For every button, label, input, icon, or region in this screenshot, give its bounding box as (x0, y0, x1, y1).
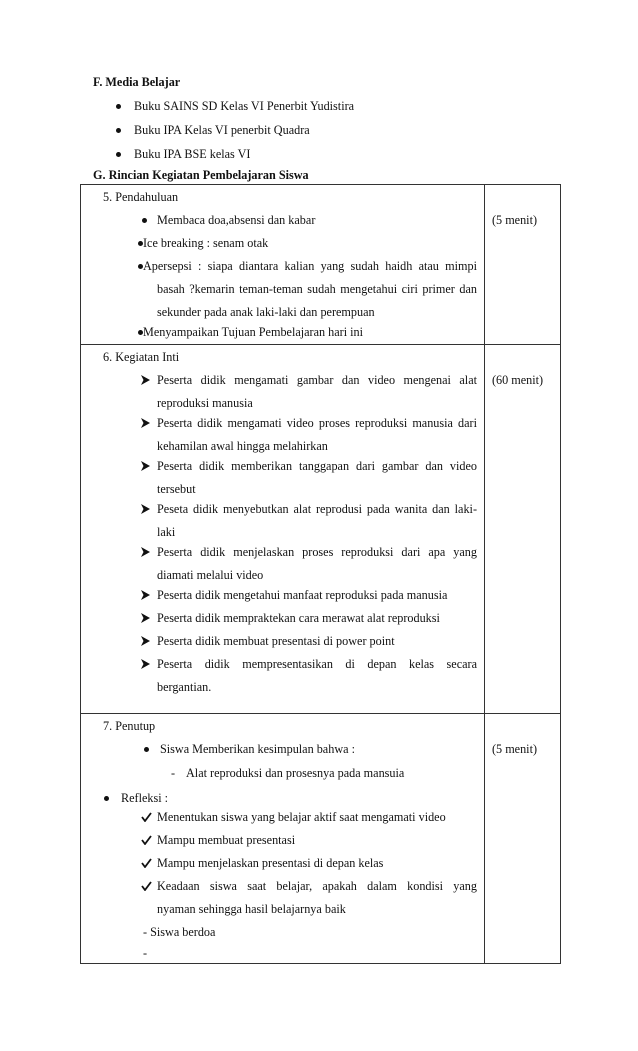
checkmark-icon (141, 881, 152, 891)
table-border-bottom (80, 963, 561, 964)
penutup-item: Siswa Memberikan kesimpulan bahwa : (160, 742, 355, 756)
penutup-subitem: Alat reproduksi dan prosesnya pada mansuia (186, 766, 405, 780)
checkmark-icon (141, 835, 152, 845)
arrowhead-bullet-icon (141, 504, 150, 514)
pendahuluan-item: Membaca doa,absensi dan kabar (157, 213, 316, 227)
checkmark-icon (141, 812, 152, 822)
bullet-icon (116, 152, 121, 157)
inti-item: Peserta didik mempresentasikan di depan kelas secara (157, 657, 477, 671)
bullet-icon (144, 747, 149, 752)
media-item: Buku IPA Kelas VI penerbit Quadra (134, 123, 310, 137)
time-penutup: (5 menit) (492, 742, 538, 756)
closing-item: - (143, 946, 148, 960)
pendahuluan-item-cont: sekunder pada anak laki-laki dan perempuan (157, 305, 375, 319)
row-title-penutup: 7. Penutup (103, 719, 156, 733)
bullet-icon (104, 796, 109, 801)
refleksi-item-cont: nyaman sehingga hasil belajarnya baik (157, 902, 346, 916)
refleksi-item: Mampu membuat presentasi (157, 833, 296, 847)
dash-marker: - (171, 766, 176, 780)
inti-item: Peserta didik mengamati gambar dan video mengenai alat (157, 373, 477, 387)
inti-item-cont: bergantian. (157, 680, 212, 694)
inti-item: Peserta didik memberikan tanggapan dari gambar dan video (157, 459, 477, 473)
inti-item-cont: kehamilan awal hingga melahirkan (157, 439, 328, 453)
time-inti: (60 menit) (492, 373, 544, 387)
table-border-left (80, 184, 81, 964)
table-border-top (80, 184, 561, 185)
arrowhead-bullet-icon (141, 375, 150, 385)
time-pendahuluan: (5 menit) (492, 213, 538, 227)
table-row-divider (80, 713, 561, 714)
table-row-divider (80, 344, 561, 345)
inti-item: Peserta didik mengamati video proses reproduksi manusia dari (157, 416, 477, 430)
pendahuluan-item-cont: basah ?kemarin teman-teman sudah mengetahui ciri primer dan (157, 282, 477, 296)
pendahuluan-item: Ice breaking : senam otak (143, 236, 269, 250)
inti-item-cont: reproduksi manusia (157, 396, 253, 410)
refleksi-item: Mampu menjelaskan presentasi di depan kelas (157, 856, 384, 870)
pendahuluan-item: Menyampaikan Tujuan Pembelajaran hari ini (143, 325, 364, 339)
inti-item: Peserta didik mengetahui manfaat reproduksi pada manusia (157, 588, 448, 602)
checkmark-icon (141, 858, 152, 868)
inti-item-cont: diamati melalui video (157, 568, 264, 582)
row-title-inti: 6. Kegiatan Inti (103, 350, 180, 364)
arrowhead-bullet-icon (141, 590, 150, 600)
row-title-pendahuluan: 5. Pendahuluan (103, 190, 179, 204)
arrowhead-bullet-icon (141, 613, 150, 623)
arrowhead-bullet-icon (141, 461, 150, 471)
bullet-icon (116, 104, 121, 109)
table-column-divider (484, 184, 485, 964)
refleksi-item: Menentukan siswa yang belajar aktif saat mengamati video (157, 810, 446, 824)
inti-item-cont: tersebut (157, 482, 196, 496)
section-g-heading: G. Rincian Kegiatan Pembelajaran Siswa (93, 168, 309, 182)
arrowhead-bullet-icon (141, 659, 150, 669)
pendahuluan-item: Apersepsi : siapa diantara kalian yang sudah haidh atau mimpi (143, 259, 477, 273)
closing-item: - Siswa berdoa (143, 925, 216, 939)
bullet-icon (142, 218, 147, 223)
inti-item: Peserta didik mempraktekan cara merawat alat reproduksi (157, 611, 440, 625)
refleksi-item: Keadaan siswa saat belajar, apakah dalam kondisi yang (157, 879, 477, 893)
media-item: Buku SAINS SD Kelas VI Penerbit Yudistira (134, 99, 355, 113)
inti-item: Peseta didik menyebutkan alat reprodusi pada wanita dan laki- (157, 502, 477, 516)
bullet-icon (116, 128, 121, 133)
table-border-right (560, 184, 561, 964)
inti-item: Peserta didik membuat presentasi di power point (157, 634, 395, 648)
arrowhead-bullet-icon (141, 418, 150, 428)
arrowhead-bullet-icon (141, 547, 150, 557)
inti-item: Peserta didik menjelaskan proses reproduksi dari apa yang (157, 545, 477, 559)
arrowhead-bullet-icon (141, 636, 150, 646)
inti-item-cont: laki (157, 525, 176, 539)
section-f-heading: F. Media Belajar (93, 75, 181, 89)
media-item: Buku IPA BSE kelas VI (134, 147, 251, 161)
refleksi-label: Refleksi : (121, 791, 169, 805)
